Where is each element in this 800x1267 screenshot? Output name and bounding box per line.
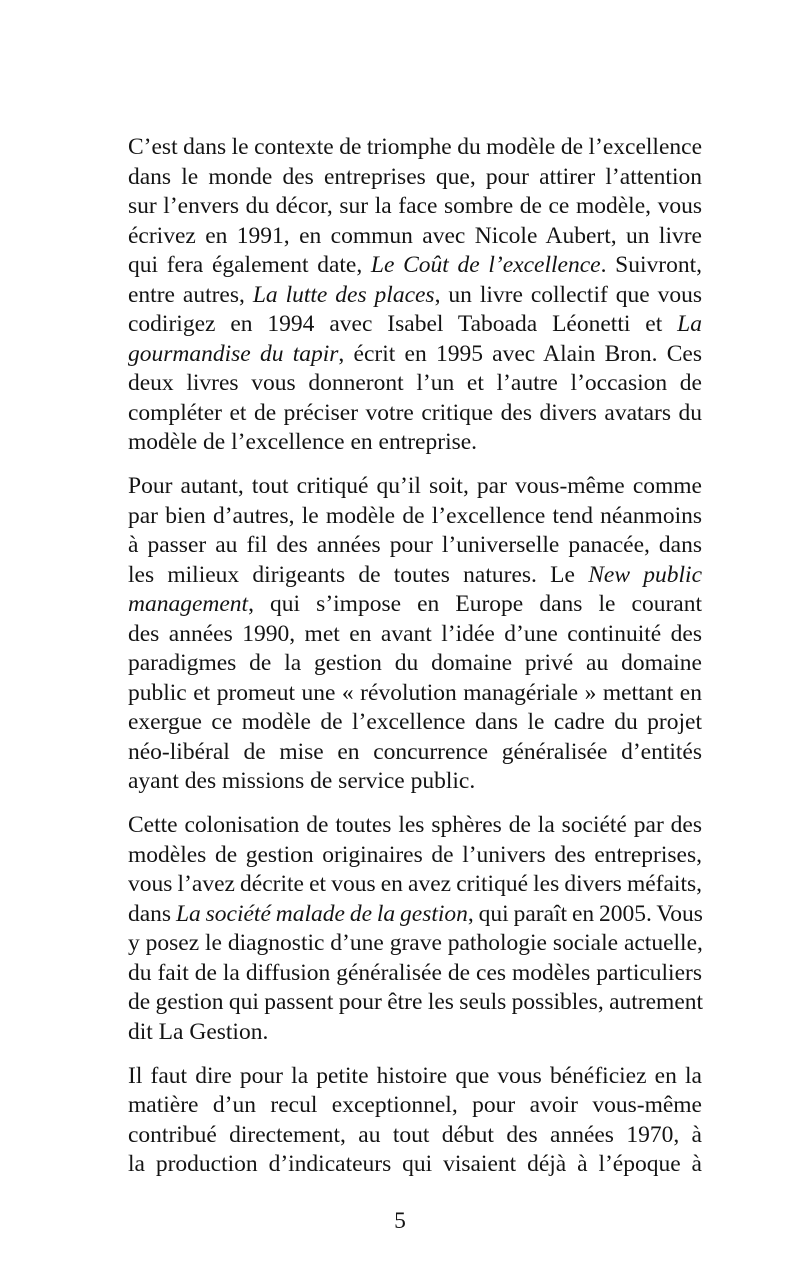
text-line — [128, 811, 702, 841]
text-run: exergue ce modèle de l’excellence dans le cadre du projet — [128, 709, 702, 735]
italic-title: La société malade de la gestion — [175, 900, 468, 927]
text-line — [128, 929, 702, 959]
text-run: ayant des missions de service public. — [128, 768, 476, 794]
text-run: deux livres vous donneront l’un et l’autre l’occasion de — [128, 370, 702, 396]
text-run: des années 1990, met en avant l’idée d’une continuité des — [128, 620, 702, 647]
text-line — [128, 192, 702, 222]
text-line — [128, 870, 702, 900]
text-run: Pour autant, tout critiqué qu’il soit, par vous-même comme — [128, 473, 702, 499]
italic-title: management — [128, 591, 249, 617]
text-line — [128, 959, 702, 989]
text-run: paradigmes de la gestion du domaine privé au domaine — [128, 650, 702, 676]
text-line — [128, 590, 702, 620]
text-line — [128, 369, 702, 399]
book-page-body — [128, 133, 702, 1194]
text-run: entre autres, — [128, 281, 253, 308]
text-run: sur l’envers du décor, sur la face sombre de ce modèle, vous — [128, 193, 702, 219]
paragraph — [128, 1062, 702, 1180]
text-line — [128, 428, 702, 458]
text-line — [128, 679, 702, 709]
text-run: dans — [128, 900, 176, 927]
italic-title: gourmandise du tapir — [128, 340, 339, 367]
italic-title: La lutte des places — [252, 281, 435, 308]
text-line — [128, 340, 702, 370]
paragraph — [128, 133, 702, 458]
text-run: écrivez en 1991, en commun avec Nicole Aubert, un livre — [128, 222, 702, 249]
text-line — [128, 708, 702, 738]
text-line — [128, 1150, 702, 1180]
text-run: dans le monde des entreprises que, pour attirer l’attention — [128, 163, 702, 190]
text-run: codirigez en 1994 avec Isabel Taboada Léonetti et — [128, 311, 678, 337]
text-line — [128, 561, 702, 591]
text-run: modèle de l’excellence en entreprise. — [128, 429, 478, 455]
text-run: les milieux dirigeants de toutes natures. Le — [128, 561, 589, 588]
italic-title: La — [677, 311, 702, 337]
text-line — [128, 222, 702, 252]
text-run: . Suivront, — [600, 252, 702, 278]
text-run: y posez le diagnostic d’une grave pathologie sociale actuelle, — [128, 930, 703, 956]
text-run: , un livre collectif que vous — [434, 281, 703, 308]
text-run: qui fera également date, — [128, 252, 371, 278]
text-line — [128, 620, 702, 650]
text-run: matière d’un recul exceptionnel, pour avoir vous-même — [128, 1092, 702, 1118]
text-line — [128, 841, 702, 871]
text-line — [128, 281, 702, 311]
text-run: C’est dans le contexte de triomphe du modèle de l’excellence — [128, 134, 702, 160]
text-line — [128, 251, 702, 281]
text-line — [128, 1121, 702, 1151]
text-run: compléter et de préciser votre critique des divers avatars du — [128, 399, 702, 426]
text-run: , qui paraît en 2005. Vous — [467, 900, 703, 927]
text-run: , écrit en 1995 avec Alain Bron. Ces — [338, 340, 702, 367]
text-line — [128, 310, 702, 340]
text-line — [128, 900, 702, 930]
text-run: dit La Gestion. — [128, 1018, 269, 1045]
text-line — [128, 738, 702, 768]
text-line — [128, 1018, 702, 1048]
text-line — [128, 649, 702, 679]
text-run: contribué directement, au tout début des années 1970, à — [128, 1121, 702, 1148]
paragraph — [128, 472, 702, 797]
text-line — [128, 163, 702, 193]
italic-title: Le Coût de l’excellence — [370, 252, 601, 278]
text-line — [128, 988, 702, 1018]
text-run: de gestion qui passent pour être les seuls possibles, autrement — [128, 989, 704, 1015]
text-line — [128, 472, 702, 502]
text-run: néo-libéral de mise en concurrence généralisée d’entités — [128, 738, 702, 765]
text-run: par bien d’autres, le modèle de l’excellence tend néanmoins — [128, 502, 702, 529]
text-line — [128, 531, 702, 561]
italic-title: New public — [588, 561, 702, 588]
text-run: modèles de gestion originaires de l’univers des entreprises, — [128, 841, 702, 868]
text-run: Il faut dire pour la petite histoire que vous bénéficiez en la — [128, 1062, 702, 1089]
text-run: vous l’avez décrite et vous en avez critiqué les divers méfaits, — [128, 871, 702, 897]
text-line — [128, 133, 702, 163]
text-run: public et promeut une « révolution managériale » mettant en — [128, 679, 702, 706]
text-line — [128, 502, 702, 532]
text-run: Cette colonisation de toutes les sphères de la société par des — [128, 812, 702, 838]
paragraph — [128, 811, 702, 1047]
text-line — [128, 767, 702, 797]
text-line — [128, 1062, 702, 1092]
text-run: à passer au fil des années pour l’universelle panacée, dans — [128, 532, 702, 558]
text-run: , qui s’impose en Europe dans le courant — [248, 591, 702, 617]
text-line — [128, 1091, 702, 1121]
text-run: du fait de la diffusion généralisée de ces modèles particuliers — [128, 959, 702, 986]
text-line — [128, 399, 702, 429]
text-run: la production d’indicateurs qui visaient déjà à l’époque à — [128, 1151, 702, 1177]
page-number: 5 — [394, 1208, 406, 1234]
